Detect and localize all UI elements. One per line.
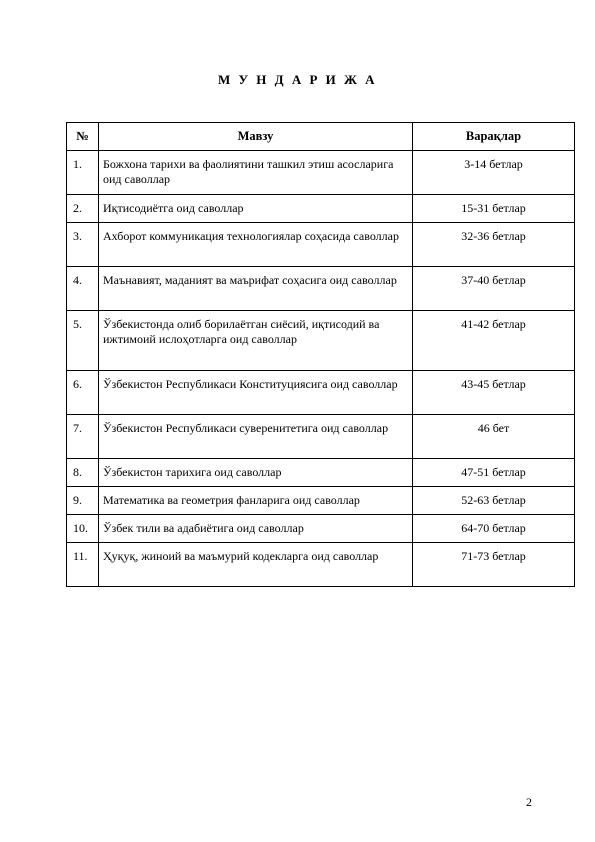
row-number: 8. [67,459,99,487]
row-topic: Ахборот коммуникация технологиялар соҳасида саволлар [99,223,413,267]
row-number: 1. [67,151,99,195]
page-number: 2 [526,795,532,809]
row-number: 4. [67,267,99,311]
row-number: 2. [67,195,99,223]
table-row [67,415,575,459]
row-pages: 43-45 бетлар [413,371,575,415]
row-topic: Ўзбекистон тарихига оид саволлар [99,459,413,487]
row-topic: Ўзбекистонда олиб борилаётган сиёсий, иқтисодий ва ижтимоий ислоҳотларга оид саволлар [99,311,413,371]
row-topic: Ўзбекистон Республикаси суверенитетига оид саволлар [99,415,413,459]
row-pages: 47-51 бетлар [413,459,575,487]
row-topic: Божхона тарихи ва фаолиятини ташкил этиш асосларига оид саволлар [99,151,413,195]
row-pages: 46 бет [413,415,575,459]
header-topic: Мавзу [99,123,413,151]
row-pages: 3-14 бетлар [413,151,575,195]
row-number: 7. [67,415,99,459]
table-row [67,151,575,195]
table-row [67,267,575,311]
table-row [67,459,575,487]
table-row [67,487,575,515]
row-topic: Маънавият, маданият ва маърифат соҳасига оид саволлар [99,267,413,311]
contents-table [66,122,575,587]
table-row [67,371,575,415]
table-row [67,195,575,223]
table-row [67,543,575,587]
row-number: 10. [67,515,99,543]
row-pages: 52-63 бетлар [413,487,575,515]
row-pages: 32-36 бетлар [413,223,575,267]
header-pages: Варақлар [413,123,575,151]
row-number: 9. [67,487,99,515]
row-pages: 15-31 бетлар [413,195,575,223]
row-number: 6. [67,371,99,415]
row-pages: 71-73 бетлар [413,543,575,587]
header-number: № [67,123,99,151]
table-row [67,515,575,543]
table-row [67,311,575,371]
row-topic: Иқтисодиётга оид саволлар [99,195,413,223]
row-topic: Ўзбекистон Республикаси Конституциясига оид саволлар [99,371,413,415]
table-row [67,223,575,267]
row-pages: 41-42 бетлар [413,311,575,371]
row-pages: 37-40 бетлар [413,267,575,311]
row-topic: Ўзбек тили ва адабиётига оид саволлар [99,515,413,543]
row-number: 5. [67,311,99,371]
row-topic: Ҳуқуқ, жиноий ва маъмурий кодекларга оид саволлар [99,543,413,587]
page-title: М У Н Д А Р И Ж А [217,72,378,87]
table-header-row [67,123,575,151]
row-number: 3. [67,223,99,267]
row-pages: 64-70 бетлар [413,515,575,543]
row-topic: Математика ва геометрия фанларига оид саволлар [99,487,413,515]
row-number: 11. [67,543,99,587]
